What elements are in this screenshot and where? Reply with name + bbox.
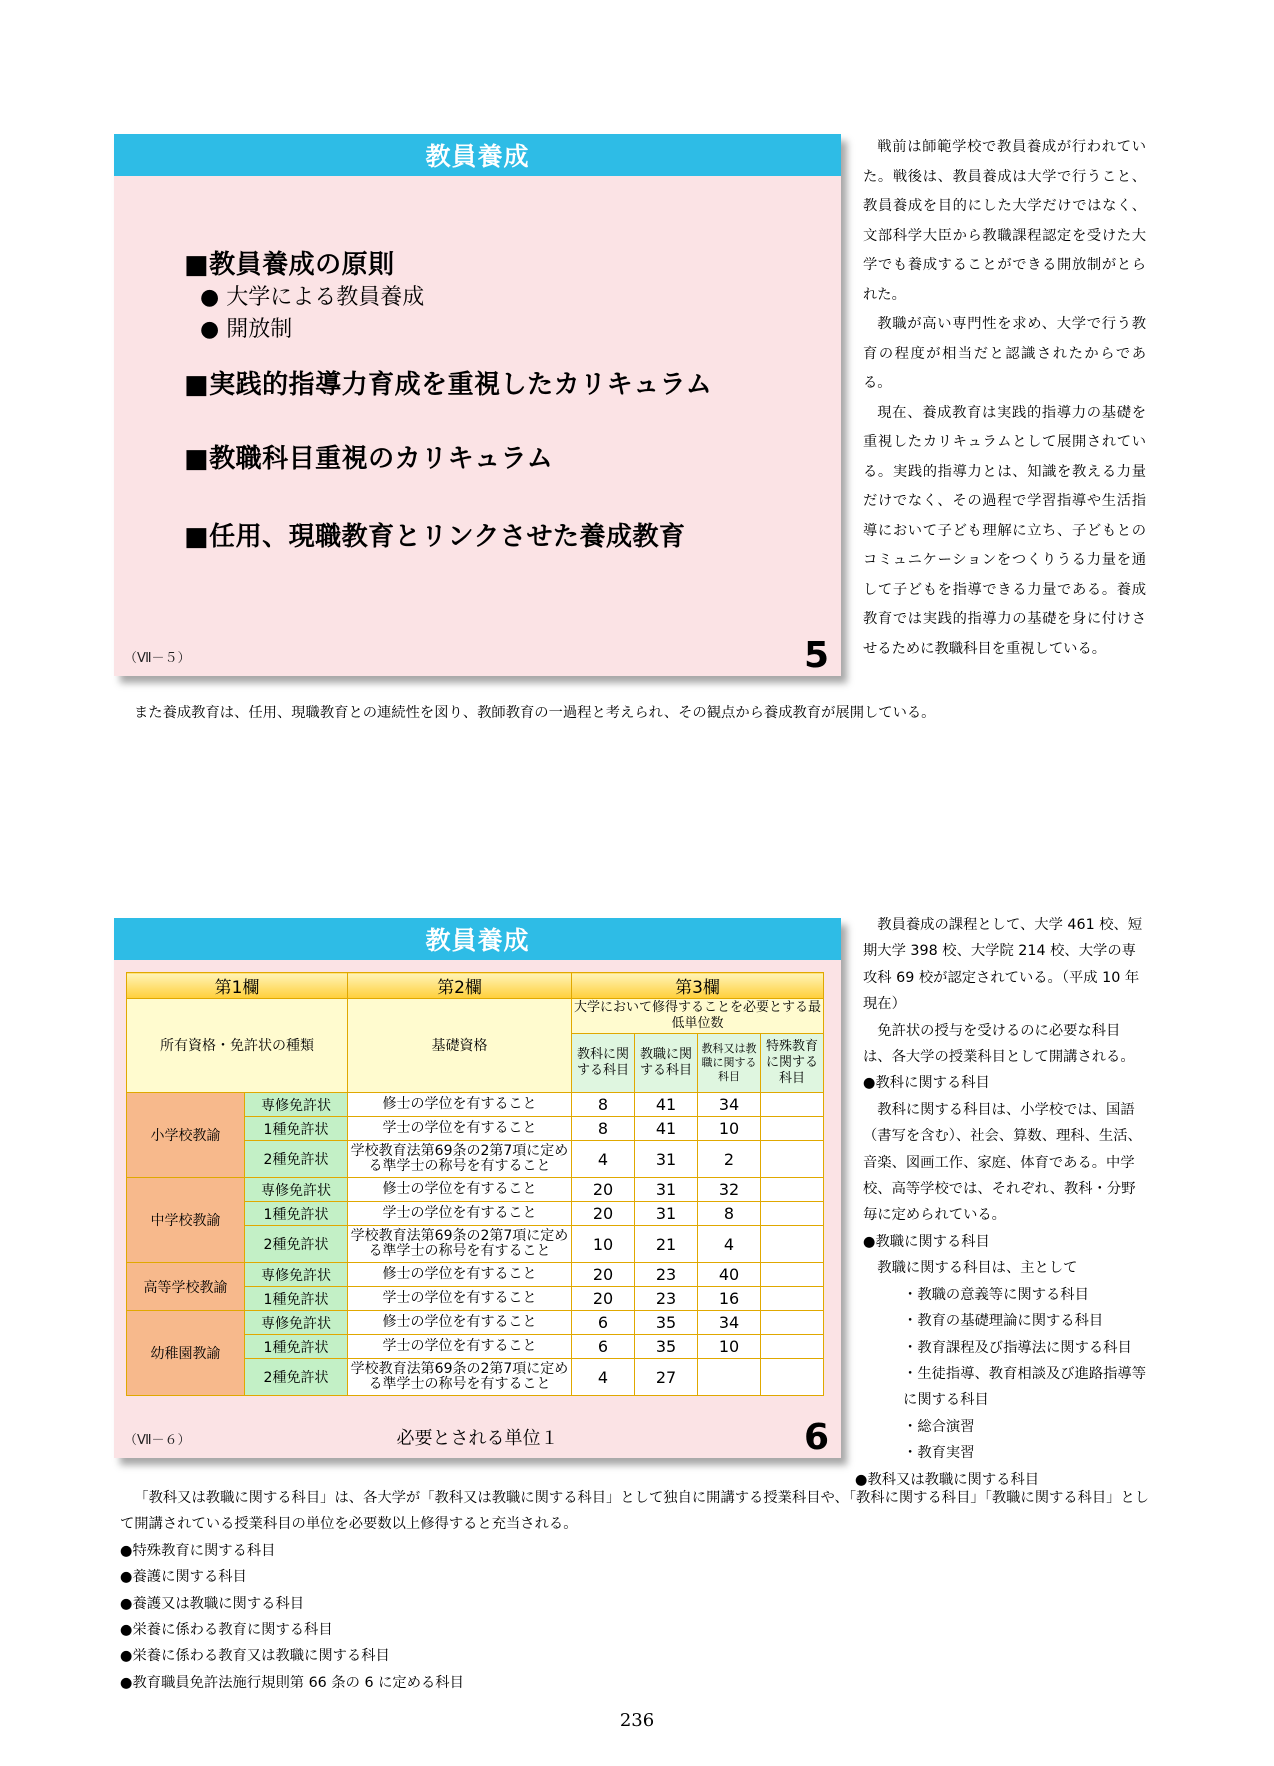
license-type-cell: 2種免許状	[245, 1226, 348, 1263]
credit-cell: 27	[635, 1359, 698, 1396]
credit-cell	[761, 1093, 824, 1117]
credit-cell	[761, 1117, 824, 1141]
credit-cell: 32	[698, 1178, 761, 1202]
paragraph: 戦前は師範学校で教員養成が行われていた。戦後は、教員養成は大学で行うこと、教員養成を目的にした大学だけではなく、文部科学大臣から教職課程認定を受けた大学でも養成することができる開放制がとられた。	[863, 139, 1146, 303]
list-item: ・教育実習	[903, 1445, 975, 1462]
list-item: ●特殊教育に関する科目	[120, 1542, 276, 1559]
list-item: ●栄養に係わる教育に関する科目	[120, 1622, 333, 1639]
license-type-cell: 1種免許状	[245, 1202, 348, 1226]
credit-cell: 4	[572, 1359, 635, 1396]
basis-cell: 学校教育法第69条の2第7項に定める準学士の称号を有すること	[348, 1226, 572, 1263]
license-type-cell: 2種免許状	[245, 1141, 348, 1178]
list-item: ●養護に関する科目	[120, 1569, 247, 1586]
section-heading: ●教科に関する科目	[863, 1075, 990, 1092]
credit-cell: 31	[635, 1202, 698, 1226]
credit-cell: 20	[572, 1263, 635, 1287]
license-type-cell: 1種免許状	[245, 1117, 348, 1141]
subject-header: 教科又は教職に関する科目	[698, 1034, 761, 1093]
slide-page-number: 6	[803, 1417, 829, 1458]
slide-caption: 必要とされる単位１	[396, 1428, 559, 1449]
credit-cell: 4	[698, 1226, 761, 1263]
full-width-paragraph-1	[120, 700, 1164, 726]
list-item: ●教育職員免許法施行規則第 66 条の 6 に定める科目	[120, 1674, 464, 1691]
list-item: ・生徒指導、教育相談及び進路指導等に関する科目	[903, 1365, 1147, 1409]
credit-cell	[761, 1141, 824, 1178]
heading-linked-education: ■任用、現職教育とリンクさせた養成教育	[184, 522, 686, 552]
heading-principle: ■教員養成の原則	[184, 250, 395, 280]
credit-cell	[761, 1202, 824, 1226]
list-item: ・教育の基礎理論に関する科目	[903, 1313, 1104, 1330]
min-credits-header: 大学において修得することを必要とする最低単位数	[572, 999, 824, 1034]
school-type-cell: 高等学校教諭	[127, 1263, 245, 1311]
credit-cell: 20	[572, 1178, 635, 1202]
subject-header: 特殊教育に関する科目	[761, 1034, 824, 1093]
license-type-cell: 2種免許状	[245, 1359, 348, 1396]
license-type-cell: 専修免許状	[245, 1178, 348, 1202]
table-row	[127, 1178, 824, 1202]
credit-cell: 31	[635, 1141, 698, 1178]
slide-number-label: （Ⅶ－５）	[124, 651, 191, 666]
paragraph: 教職が高い専門性を求め、大学で行う教育の程度が相当だと認識されたからである。	[863, 316, 1146, 391]
school-type-cell: 小学校教諭	[127, 1093, 245, 1178]
slide-2-body	[114, 960, 841, 1458]
table-row	[127, 1311, 824, 1335]
credit-cell	[761, 1226, 824, 1263]
credit-cell: 10	[572, 1226, 635, 1263]
paragraph: 免許状の授与を受けるのに必要な科目は、各大学の授業科目として開講される。	[863, 1022, 1135, 1066]
credit-cell	[761, 1311, 824, 1335]
paragraph: 教職に関する科目は、主として	[877, 1260, 1078, 1277]
credit-cell: 2	[698, 1141, 761, 1178]
basis-cell: 学士の学位を有すること	[348, 1202, 572, 1226]
credit-cell: 8	[572, 1117, 635, 1141]
credit-cell: 31	[635, 1178, 698, 1202]
credit-cell	[698, 1359, 761, 1396]
credit-cell	[761, 1359, 824, 1396]
school-type-cell: 幼稚園教諭	[127, 1311, 245, 1396]
credit-cell: 21	[635, 1226, 698, 1263]
paragraph: 現在、養成教育は実践的指導力の基礎を重視したカリキュラムとして展開されている。実践的指導力とは、知識を教える力量だけでなく、その過程で学習指導や生活指導において子ども理解に立ち、子どもとのコミュニケーションをつくりうる力量を通して子どもを指導できる力量である。養成教育では実践的指導力の基礎を身に付けさせるために教職科目を重視している。	[863, 404, 1146, 657]
column-header-2: 第2欄	[348, 973, 572, 999]
credit-cell: 10	[698, 1335, 761, 1359]
column-header-3: 第3欄	[572, 973, 824, 999]
table-row	[127, 1263, 824, 1287]
slide-number-label: （Ⅶ－６）	[124, 1433, 191, 1448]
list-item: ・教職の意義等に関する科目	[903, 1286, 1089, 1303]
credit-cell: 35	[635, 1335, 698, 1359]
credit-cell: 10	[698, 1117, 761, 1141]
basis-cell: 修士の学位を有すること	[348, 1178, 572, 1202]
slide-2	[114, 918, 841, 1458]
credit-cell: 8	[698, 1202, 761, 1226]
column-header-1: 第1欄	[127, 973, 348, 999]
credit-cell: 23	[635, 1287, 698, 1311]
credit-cell: 41	[635, 1093, 698, 1117]
license-type-cell: 1種免許状	[245, 1335, 348, 1359]
basis-header: 基礎資格	[348, 999, 572, 1093]
credit-cell: 23	[635, 1263, 698, 1287]
credit-cell: 8	[572, 1093, 635, 1117]
credit-cell: 20	[572, 1287, 635, 1311]
license-type-cell: 1種免許状	[245, 1287, 348, 1311]
paragraph: 教科に関する科目は、小学校では、国語（書写を含む）、社会、算数、理科、生活、音楽、図画工作、家庭、体育である。中学校、高等学校では、それぞれ、教科・分野毎に定められている。	[863, 1101, 1142, 1224]
slide-1	[114, 134, 841, 676]
slide-1-title: 教員養成	[114, 134, 841, 176]
table-row	[127, 1093, 824, 1117]
list-item: ・総合演習	[903, 1418, 975, 1435]
full-width-paragraph-2	[120, 1485, 1150, 1696]
basis-cell: 学士の学位を有すること	[348, 1287, 572, 1311]
basis-cell: 学士の学位を有すること	[348, 1117, 572, 1141]
basis-cell: 学校教育法第69条の2第7項に定める準学士の称号を有すること	[348, 1141, 572, 1178]
credit-cell: 34	[698, 1311, 761, 1335]
side-text-1	[863, 133, 1146, 664]
subject-header: 教科に関する科目	[572, 1034, 635, 1093]
credit-cell: 16	[698, 1287, 761, 1311]
section-heading: ●教科又は教職に関する科目	[855, 1471, 1040, 1488]
basis-cell: 学校教育法第69条の2第7項に定める準学士の称号を有すること	[348, 1359, 572, 1396]
basis-cell: 修士の学位を有すること	[348, 1263, 572, 1287]
paragraph: 「教科又は教職に関する科目」は、各大学が「教科又は教職に関する科目」として独自に開講する授業科目や、「教科に関する科目」「教職に関する科目」として開講されている授業科目の単位を必要数以上修得すると充当される。	[120, 1490, 1150, 1533]
credit-cell: 6	[572, 1335, 635, 1359]
list-item: ●養護又は教職に関する科目	[120, 1595, 305, 1612]
credit-cell: 34	[698, 1093, 761, 1117]
side-text-2	[855, 912, 1148, 1493]
list-item: ・教育課程及び指導法に関する科目	[903, 1339, 1132, 1356]
slide-page-number: 5	[803, 635, 829, 676]
subject-header: 教職に関する科目	[635, 1034, 698, 1093]
license-type-header: 所有資格・免許状の種類	[127, 999, 348, 1093]
credit-cell	[761, 1178, 824, 1202]
credit-cell: 4	[572, 1141, 635, 1178]
list-item: ●栄養に係わる教育又は教職に関する科目	[120, 1648, 390, 1665]
bullet-university: ● 大学による教員養成	[200, 285, 425, 310]
license-type-cell: 専修免許状	[245, 1093, 348, 1117]
credit-cell: 6	[572, 1311, 635, 1335]
school-type-cell: 中学校教諭	[127, 1178, 245, 1263]
license-type-cell: 専修免許状	[245, 1311, 348, 1335]
heading-practical: ■実践的指導力育成を重視したカリキュラム	[184, 370, 713, 400]
basis-cell: 学士の学位を有すること	[348, 1335, 572, 1359]
credit-cell: 20	[572, 1202, 635, 1226]
basis-cell: 修士の学位を有すること	[348, 1093, 572, 1117]
credit-cell	[761, 1263, 824, 1287]
credit-cell	[761, 1335, 824, 1359]
bullet-open-system: ● 開放制	[200, 317, 293, 342]
credit-requirements-table	[126, 972, 824, 1396]
section-heading: ●教職に関する科目	[863, 1233, 990, 1250]
credit-cell: 40	[698, 1263, 761, 1287]
license-type-cell: 専修免許状	[245, 1263, 348, 1287]
basis-cell: 修士の学位を有すること	[348, 1311, 572, 1335]
slide-2-title: 教員養成	[114, 918, 841, 960]
credit-cell: 35	[635, 1311, 698, 1335]
credit-cell: 41	[635, 1117, 698, 1141]
paragraph: 教員養成の課程として、大学 461 校、短期大学 398 校、大学院 214 校、大学の専攻科 69 校が認定されている。（平成 10 年現在）	[863, 917, 1143, 1013]
paragraph: また養成教育は、任用、現職教育との連続性を図り、教師教育の一過程と考えられ、その観点から養成教育が展開している。	[134, 705, 936, 721]
heading-teaching-subjects: ■教職科目重視のカリキュラム	[184, 444, 554, 474]
slide-1-body	[114, 176, 841, 676]
credit-cell	[761, 1287, 824, 1311]
page-number: 236	[619, 1710, 655, 1731]
